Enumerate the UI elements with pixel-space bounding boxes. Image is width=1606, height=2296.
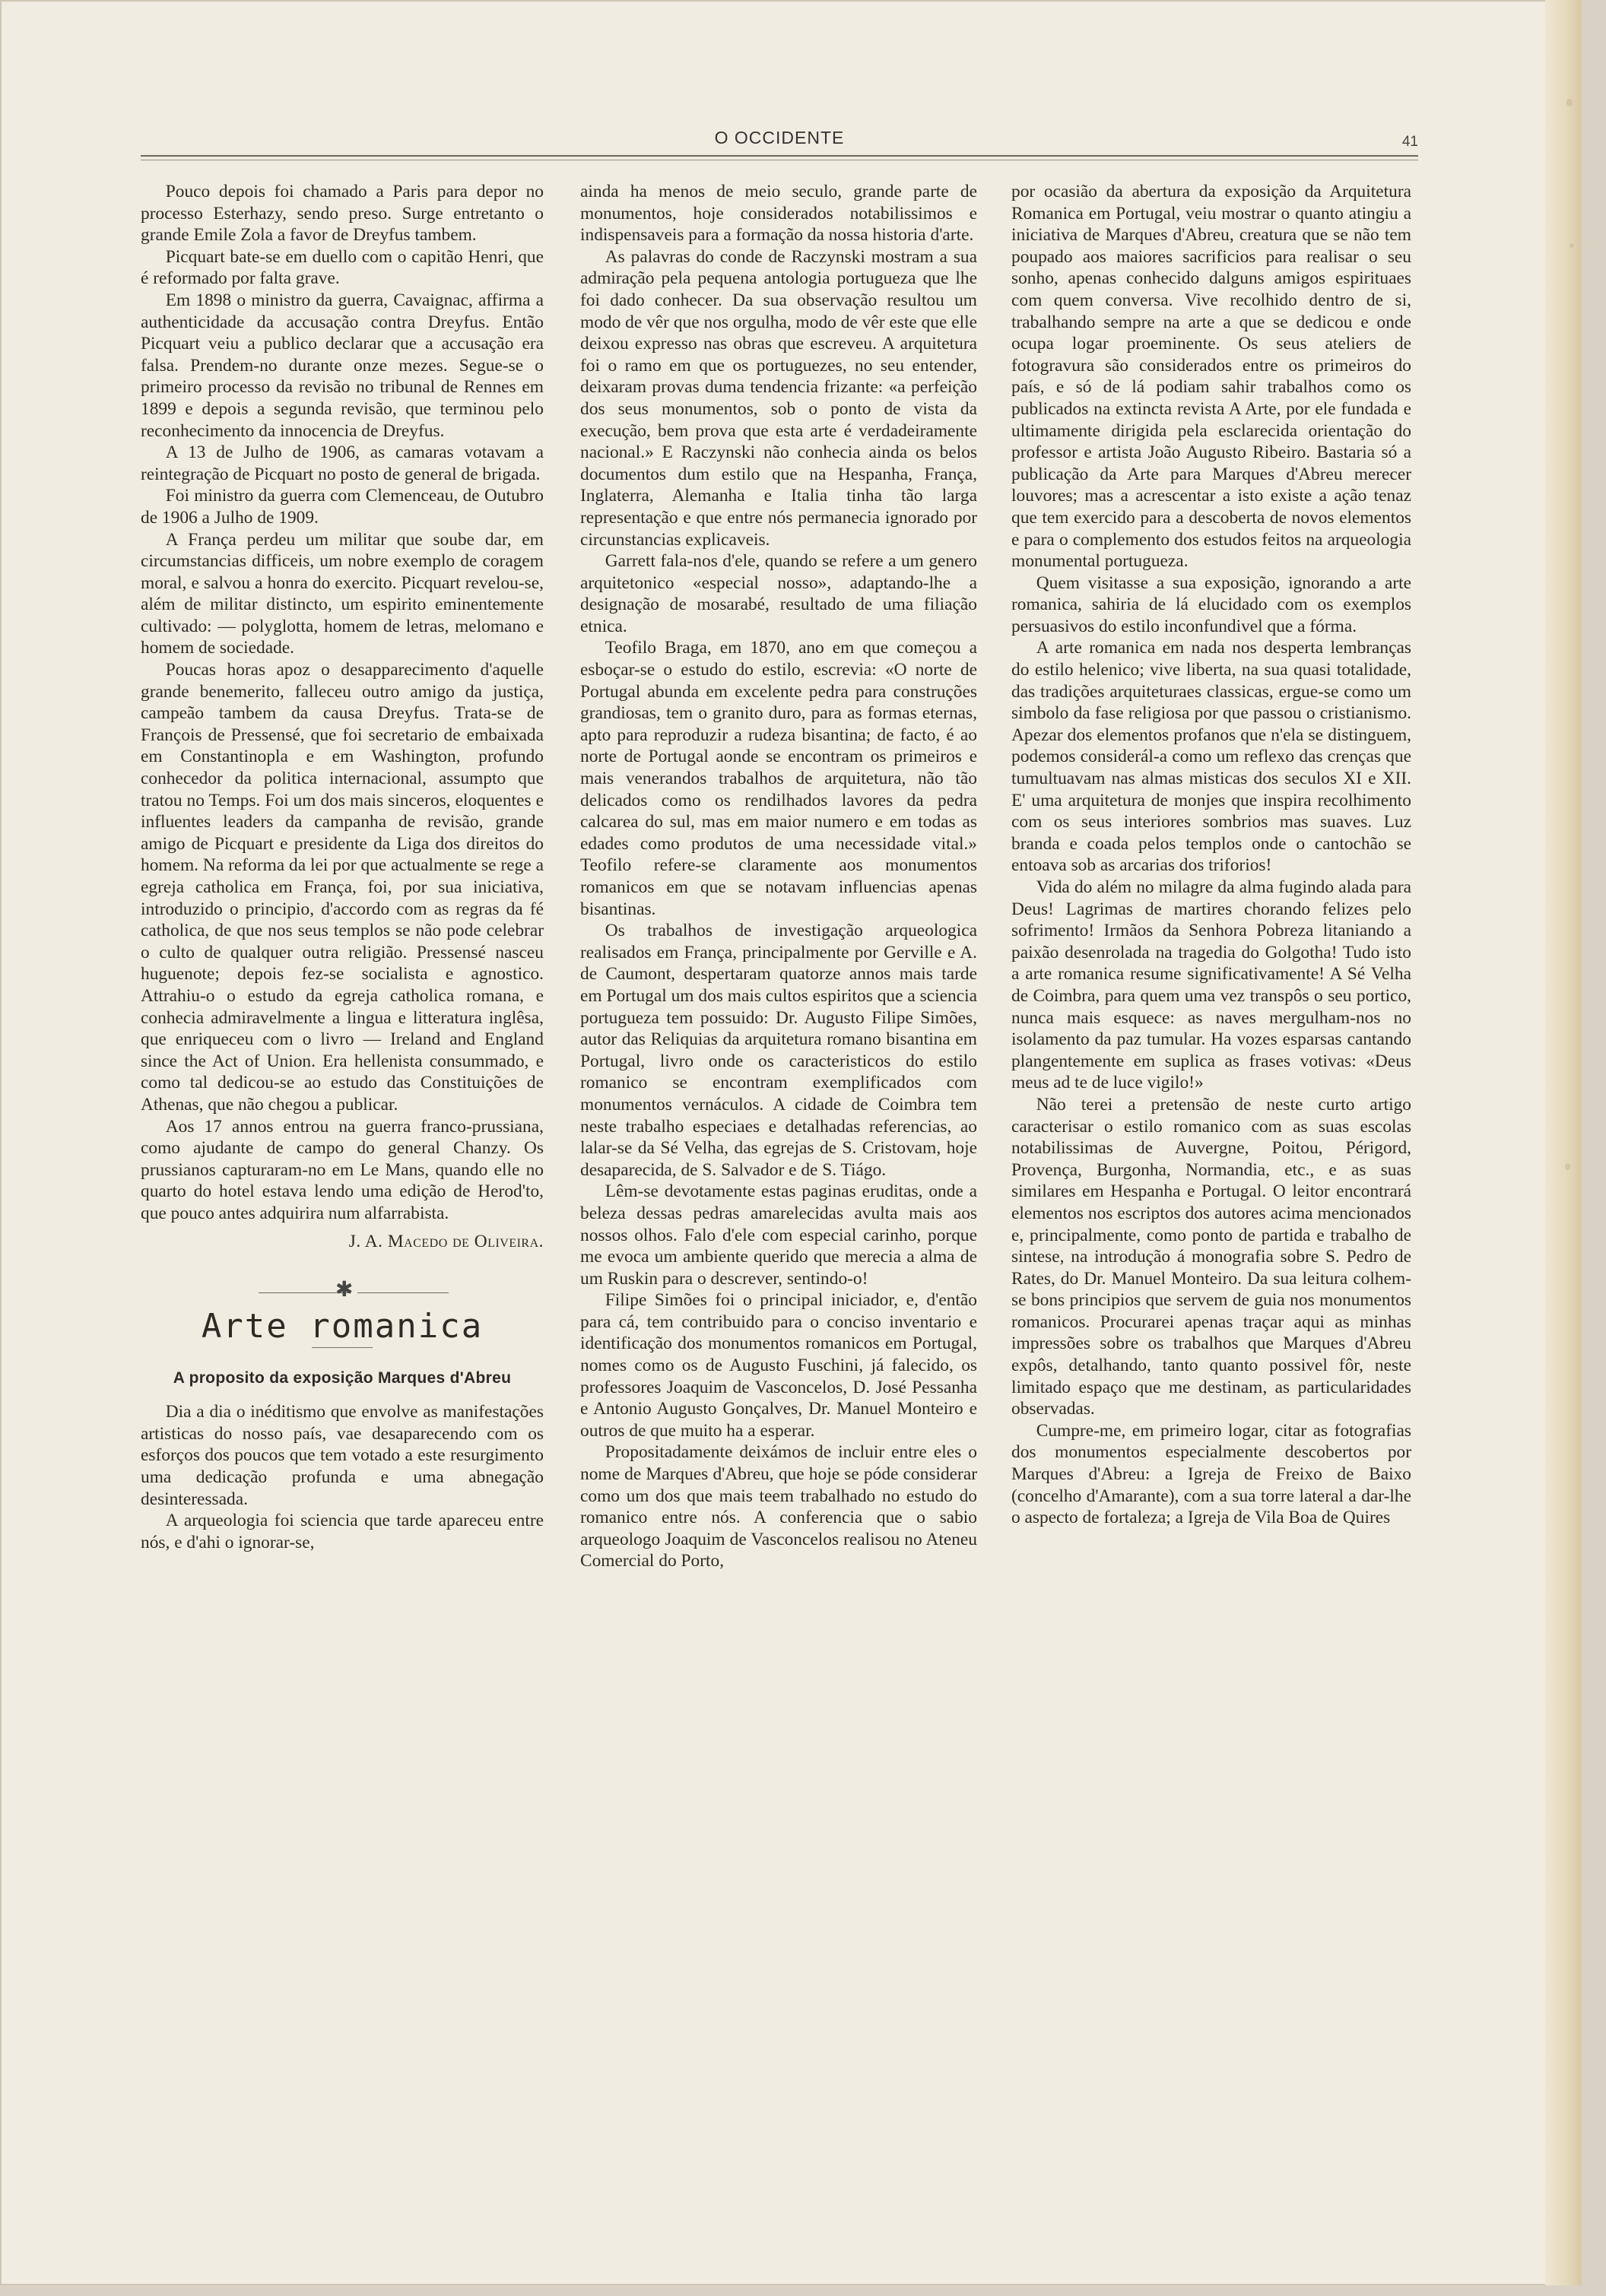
paragraph: Vida do além no milagre da alma fugindo alada para Deus! Lagrimas de martires chorando felizes pelo sofrimento! Irmãos da Senhora Pobreza litaniando a paixão desenrolada na tragedia do Golgotha! Tudo isto a arte romanica resume significativamente! A Sé Velha de Coimbra, para quem uma vez transpôs o seu portico, nunca mais esquece: as naves mergulham-nos no isolamento da paz tumular. Ha vozes esparsas cantando plangentemente em suplica as frases votivas: «Deus meus ad te de luce vigilo!» [1011, 877, 1411, 1093]
section-title: Arte romanica [201, 1307, 484, 1346]
paragraph: Lêm-se devotamente estas paginas eruditas, onde a beleza dessas pedras amarelecidas avulta mais aos nossos olhos. Falo d'ele com especial carinho, porque me evoca um ambiente querido que merecia a alma de um Ruskin para o descrever, sentindo-o! [580, 1181, 977, 1289]
paragraph: Filipe Simões foi o principal iniciador, e, d'então para cá, tem contribuido para o conciso inventario e identificação dos monumentos romanicos em Portugal, nomes como os de Augusto Fuschini, já falecido, os professores Joaquim de Vasconcelos, D. José Pessanha e Antonio Augusto Gonçalves, Dr. Manuel Monteiro e outros de que muito ha a esperar. [580, 1290, 977, 1441]
paragraph: Em 1898 o ministro da guerra, Cavaignac, affirma a authenticidade da accusação contra Dreyfus. Então Picquart veiu a publico declarar que a accusação era falsa. Prendem-no durante onze mezes. Segue-se o primeiro processo da revisão no tribunal de Rennes em 1899 e depois a segunda revisão, que terminou pelo reconhecimento da innocencia de Dreyfus. [141, 290, 544, 441]
author-signature: J. A. Macedo de Oliveira. [348, 1231, 544, 1251]
paragraph: Dia a dia o inéditismo que envolve as manifestações artisticas do nosso país, vae desaparecendo com os esforços dos poucos que tem votado a este resurgimento uma dedicação profunda e uma abnegação desinteressada. [141, 1402, 544, 1509]
section-divider [141, 1278, 544, 1302]
paragraph: Os trabalhos de investigação arqueologica realisados em França, principalmente por Gerville e A. de Caumont, despertaram quatorze annos mais tarde em Portugal um dos mais cultos espiritos que a sciencia portugueza tem possuido: Dr. Augusto Filipe Simões, autor das Reliquias da arquitetura romano bisantina em Portugal, livro onde os caracteristicos do estilo romanico se encontram exemplificados com monumentos vernáculos. A cidade de Coimbra tem neste trabalho especiaes e detalhadas referencias, ao lalar-se da Sé Velha, das egrejas de S. Cristovam, hoje desaparecida, de S. Salvador e de S. Tiágo. [580, 921, 977, 1180]
page-edge [1545, 0, 1582, 2285]
paragraph: Pouco depois foi chamado a Paris para depor no processo Esterhazy, sendo preso. Surge entretanto o grande Emile Zola a favor de Dreyfus tambem. [141, 182, 544, 246]
paragraph: Garrett fala-nos d'ele, quando se refere a um genero arquitetonico «especial nosso», adaptando-lhe a designação de mosarabé, resultado de uma filiação etnica. [580, 551, 977, 636]
paragraph: por ocasião da abertura da exposição da Arquitetura Romanica em Portugal, veiu mostrar o quanto atingiu a iniciativa de Marques d'Abreu, creatura que se não tem poupado aos maiores sacrificios para realisar o seu sonho, apenas conhecido dalguns amigos espirituaes com quem conversa. Vive recolhido dentro de si, trabalhando sempre na arte a que se dedicou e onde ocupa logar proeminente. Os seus ateliers de fotogravura são considerados entre os primeiros do país, e só de lá podiam sahir trabalhos como os publicados na extincta revista A Arte, por ele fundada e ultimamente dirigida pela esclarecida orientação do professor e artista João Augusto Ribeiro. Bastaria só a publicação da Arte para Marques d'Abreu merecer louvores; mas a acrescentar a isto existe a ação tenaz que tem exercido para a descoberta de novos elementos e para o complemento dos estudos feitos na arqueologia monumental portugueza. [1011, 182, 1411, 572]
paragraph: Picquart bate-se em duello com o capitão Henri, que é reformado por falta grave. [141, 246, 544, 289]
paragraph: A arqueologia foi sciencia que tarde apareceu entre nós, e d'ahi o ignorar-se, [141, 1511, 544, 1552]
header-rule [141, 155, 1418, 157]
foxing-spot [1566, 99, 1573, 106]
paragraph: Poucas horas apoz o desapparecimento d'aquelle grande benemerito, falleceu outro amigo da justiça, campeão tambem da causa Dreyfus. Trata-se de François de Pressensé, que foi secretario de embaixada em Constantinopla e em Washington, profundo conhecedor da politica internacional, assumpto que tratou no Temps. Foi um dos mais sinceros, eloquentes e influentes leaders da campanha de revisão, grande amigo de Picquart e presidente da Liga dos direitos do homem. Na reforma da lei por que actualmente se rege a egreja catholica em França, foi, por sua iniciativa, introduzido o principio, d'accordo com as regras da fé catholica, de que nos seus templos se não pode celebrar o culto de qualquer outra religião. Pressensé nasceu huguenote; depois fez-se socialista e agnostico. Attrahiu-o o estudo da egreja catholica romana, e conhecia admiravelmente a lingua e litteratura inglêsa, que enriqueceu com o livro — Ireland and England since the Act of Union. Era hellenista consummado, e como tal dedicou-se ao estudo das Constituições de Athenas, que não chegou a publicar. [141, 660, 544, 1115]
page-number: 41 [1401, 134, 1418, 150]
publication-title: O OCCIDENTE [714, 128, 845, 147]
paragraph: A França perdeu um militar que soube dar, em circumstancias difficeis, um nobre exemplo de coragem moral, e salvou a honra do exercito. Picquart revelou-se, além de militar distincto, um espirito eminentemente cultivado: — polyglotta, homem de letras, melomano e homem de sociedade. [141, 529, 544, 658]
paragraph: Não terei a pretensão de neste curto artigo caracterisar o estilo romanico com as suas escolas notabilissimas de Auvergne, Poitou, Périgord, Provença, Burgonha, Normandia, etc., e as suas similares em Hespanha e Portugal. O leitor encontrará elementos nos escriptos dos autores acima mencionados e, principalmente, como ponto de partida e trabalho de sintese, na introdução á monografia sobre S. Pedro de Rates, do Dr. Manuel Monteiro. Da sua leitura colhem-se bons principios que servem de guia nos monumentos romanicos. Procurarei apenas traçar aqui as minhas impressões sobre os trabalhos que Marques d'Abreu expôs, detalhando, tanto quanto possivel fôr, neste limitado espaço que me destinam, as particularidades observadas. [1011, 1094, 1411, 1419]
page-header [141, 128, 1418, 166]
paragraph: Propositadamente deixámos de incluir entre eles o nome de Marques d'Abreu, que hoje se póde considerar como um dos que mais teem trabalhado no estudo do romanico entre nós. A conferencia que o sabio arqueologo Joaquim de Vasconcelos realisou no Ateneu Comercial do Porto, [580, 1442, 977, 1571]
asterism-icon: ✱ [335, 1278, 354, 1302]
divider-line-right [357, 1292, 449, 1293]
foxing-spot [1570, 243, 1574, 248]
column-1 [141, 181, 544, 1553]
paragraph: Foi ministro da guerra com Clemenceau, de Outubro de 1906 a Julho de 1909. [141, 486, 544, 528]
paragraph: ainda ha menos de meio seculo, grande parte de monumentos, hoje considerados notabilissimos e indispensaveis para a formação da nossa historia d'arte. [580, 182, 977, 246]
paragraph: A arte romanica em nada nos desperta lembranças do estilo helenico; vive liberta, na sua quasi totalidade, das tradições arquiteturaes classicas, ergue-se como um simbolo da fase religiosa por que passou o cristianismo. Apezar dos elementos profanos que n'ela se distinguem, podemos considerál-a como um reflexo das crenças que tumultuavam nas almas misticas dos seculos XI e XII. E' uma arquitetura de monjes que inspira recolhimento com os seus interiores sombrios mas suaves. Luz branda e coada pelos templos onde o cantochão se entoava sob as arcarias dos triforios! [1011, 638, 1411, 876]
column-2 [580, 181, 977, 1572]
column-3 [1011, 181, 1411, 1529]
section-subtitle: A proposito da exposição Marques d'Abreu [173, 1368, 512, 1387]
paragraph: Aos 17 annos entrou na guerra franco-prussiana, como ajudante de campo do general Chanzy. Os prussianos capturaram-no em Le Mans, quando elle no quarto do hotel estava lendo uma edição de Herod'to, que pouco antes adquirira num alfarrabista. [141, 1116, 544, 1223]
paragraph: As palavras do conde de Raczynski mostram a sua admiração pela pequena antologia portugueza que lhe foi dado conhecer. Da sua observação resultou um modo de vêr que nos orgulha, modo de vêr este que elle deixou expresso nas obras que escreveu. A arquitetura foi o ramo em que os portuguezes, no seu entender, deixaram provas duma tendencia frizante: «a perfeição dos seus monumentos, sob o ponto de vista da execução, bem prova que esta arte é verdadeiramente nacional.» E Raczynski não conhecia ainda os belos documentos dum estilo que na Hespanha, França, Inglaterra, Alemanha e Italia tinha tão larga representação e que entre nós permanecia ignorado por circunstancias explicaveis. [580, 246, 977, 550]
paragraph: A 13 de Julho de 1906, as camaras votavam a reintegração de Picquart no posto de general de brigada. [141, 442, 544, 484]
foxing-spot [1565, 1163, 1570, 1170]
paragraph: Teofilo Braga, em 1870, ano em que começou a esboçar-se o estudo do estilo, escrevia: «O norte de Portugal abunda em excelente pedra para construções grandiosas, tem o granito duro, para as formas eternas, apto para reproduzir a rudeza bisantina; de facto, é ao norte de Portugal aonde se encontram os primeiros e mais venerandos trabalhos de arquitetura, não tão delicados como os rendilhados lavores da pedra calcarea do sul, mas em maior numero e em todas as edades como produtos de uma necessidade vital.» Teofilo refere-se claramente aos monumentos romanicos em que se notavam influencias apenas bisantinas. [580, 638, 977, 919]
paragraph: Quem visitasse a sua exposição, ignorando a arte romanica, sahiria de lá elucidado com os exemplos persuasivos do estilo inconfundivel que a fórma. [1011, 572, 1411, 636]
paragraph: Cumpre-me, em primeiro logar, citar as fotografias dos monumentos especialmente descobertos por Marques d'Abreu: a Igreja de Freixo de Baixo (concelho d'Amarante), com a sua torre lateral a dar-lhe o aspecto de fortaleza; a Igreja de Vila Boa de Quires [1011, 1420, 1411, 1528]
title-rule [312, 1347, 373, 1348]
